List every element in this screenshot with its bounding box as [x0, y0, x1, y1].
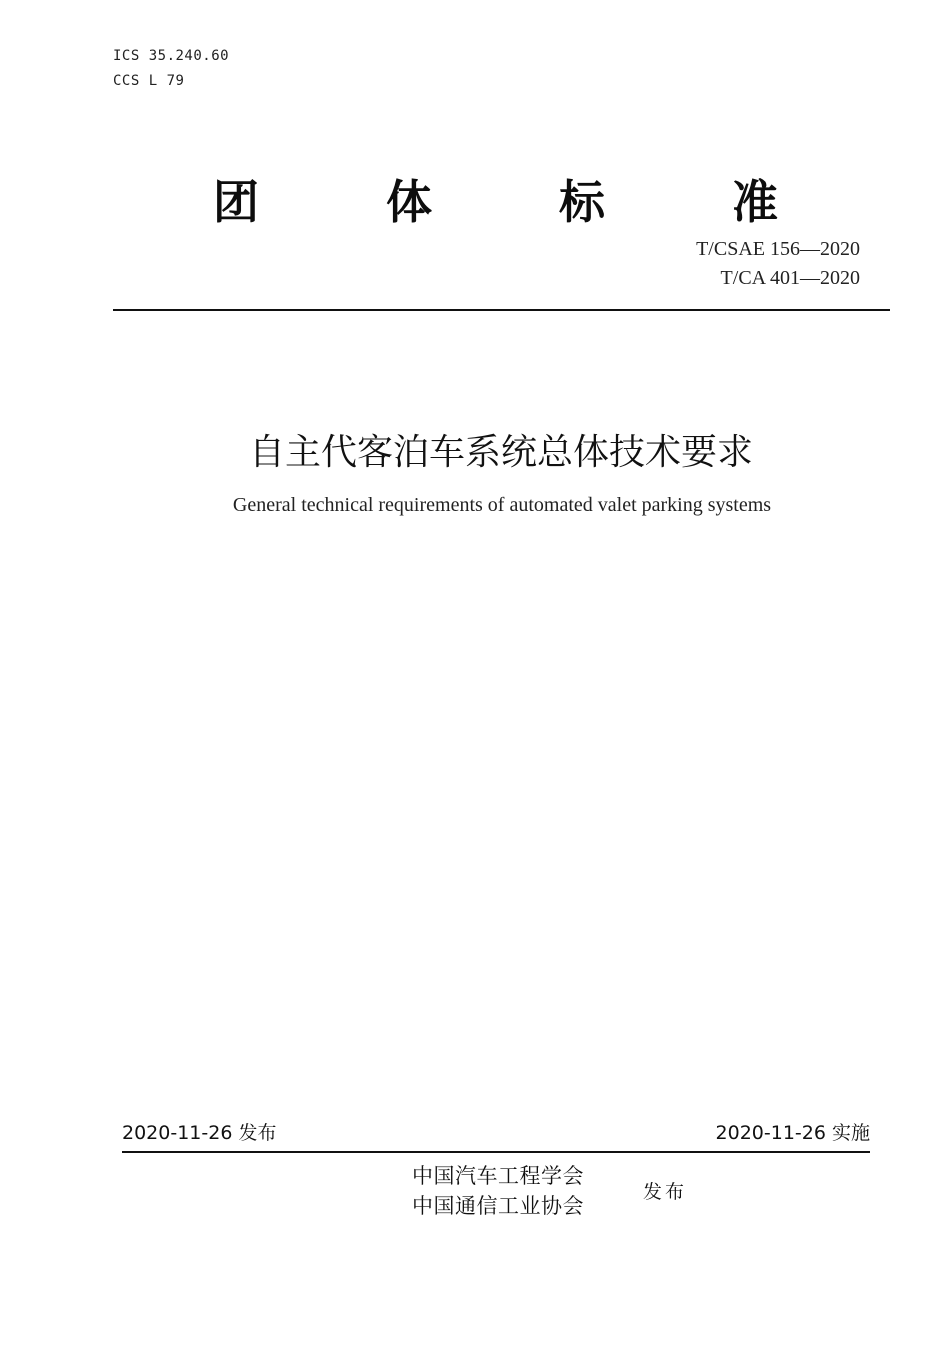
implement-date-line: [716, 1120, 870, 1146]
standard-type-char-2: 体: [386, 175, 432, 229]
implement-date-label: 实施: [831, 1122, 870, 1144]
publish-date-label: 发布: [238, 1122, 277, 1144]
ics-code: ICS 35.240.60: [113, 48, 230, 64]
publish-date: 2020-11-26: [122, 1122, 233, 1144]
publisher-label: 发布: [643, 1181, 688, 1203]
footer-divider: [122, 1151, 870, 1153]
header-divider: [113, 309, 890, 311]
standard-type-char-3: 标: [559, 175, 605, 229]
publisher-org-2: 中国通信工业协会: [412, 1194, 584, 1218]
publish-date-line: [122, 1120, 276, 1146]
standard-number-ca: T/CA 401—2020: [720, 267, 860, 289]
document-title-english: General technical requirements of automated valet parking systems: [232, 494, 772, 516]
implement-date: 2020-11-26: [715, 1122, 826, 1144]
document-title-chinese: 自主代客泊车系统总体技术要求: [248, 432, 753, 473]
publisher-org-1: 中国汽车工程学会: [412, 1164, 584, 1188]
ccs-code: CCS L 79: [113, 73, 185, 89]
standard-number-csae: T/CSAE 156—2020: [696, 238, 860, 260]
standard-type-char-4: 准: [732, 175, 778, 229]
standard-type-char-1: 团: [213, 175, 259, 229]
